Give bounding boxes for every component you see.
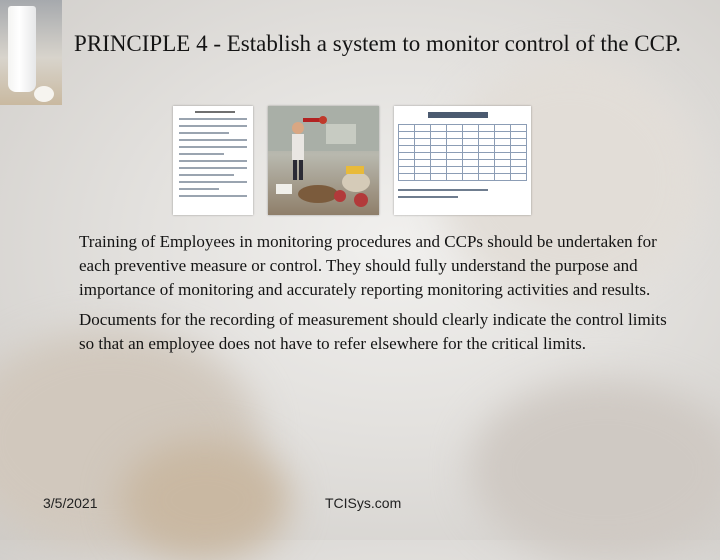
office-training-illustration [268,106,379,215]
background-blur [120,440,290,560]
form-grid [398,124,527,181]
form-footer-line [398,189,488,191]
form-header-bar [428,112,488,118]
footer-site: TCISys.com [325,495,402,511]
footer-date: 3/5/2021 [43,495,98,511]
slide-title: PRINCIPLE 4 - Establish a system to monitor control of the CCP. [74,31,681,56]
body-paragraph: Documents for the recording of measurement should clearly indicate the control limits so that an employee does not have to refer elsewhere for the critical limits. [79,310,667,353]
office-scene-graphic [268,106,379,215]
corner-photo [0,0,62,105]
egg-image [34,86,54,102]
checklist-document-image [173,106,253,215]
form-footer-line [398,196,458,198]
background-blur [470,380,720,560]
milk-glass-image [8,6,36,92]
monitoring-form-image [394,106,531,215]
slide-body [79,230,679,356]
body-paragraph: Training of Employees in monitoring procedures and CCPs should be undertaken for each preventive measure or control. They should fully understand the purpose and importance of monitoring and accurately reporting monitoring activities and results. [79,232,657,299]
